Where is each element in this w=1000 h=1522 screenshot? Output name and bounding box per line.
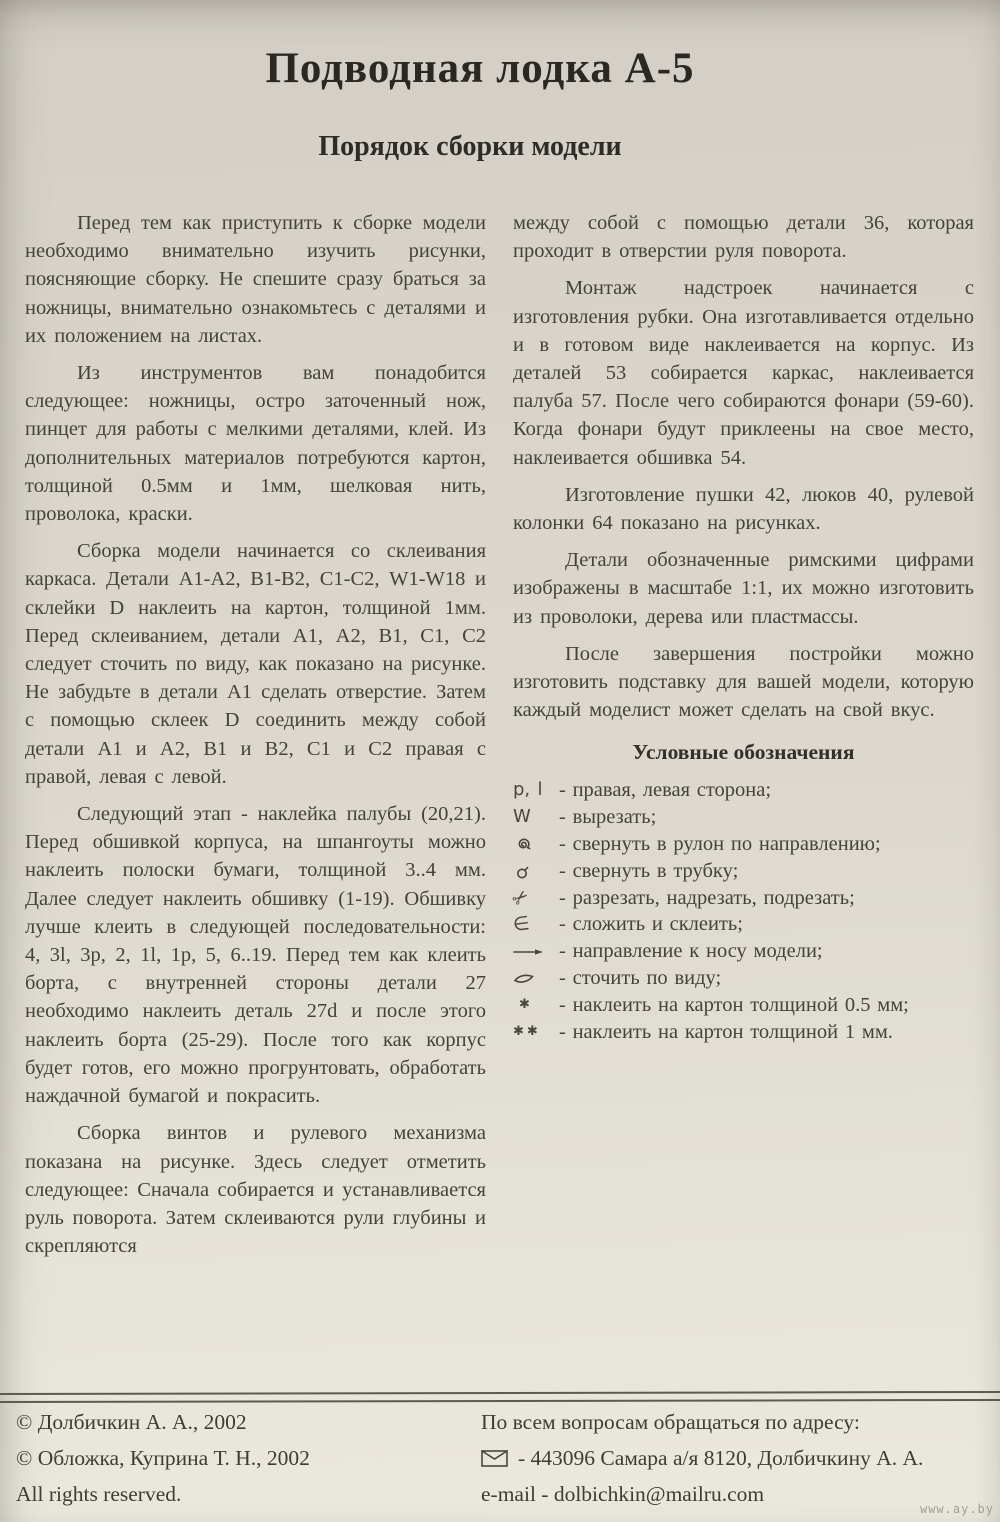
roll-spiral-icon bbox=[513, 831, 559, 858]
paragraph: Из инструментов вам понадобится следующее: ножницы, остро заточенный нож, пинцет для работы с мелкими деталями, клей. Из дополнительных материалов потребуются картон, толщиной 0.5мм и 1мм, шелковая нить, проволока, краски. bbox=[25, 362, 486, 526]
paragraph: Детали обозначенные римскими цифрами изображены в масштабе 1:1, их можно изготовить из проволоки, дерева или пластмассы. bbox=[513, 549, 974, 628]
paragraph: Сборка модели начинается со склеивания каркаса. Детали А1-А2, В1-В2, С1-С2, W1-W18 и склейки D наклеить на картон, толщиной 1мм. Перед склеиванием, детали А1, А2, В1, С1, С2 следует сточить по виду, как показано на рисунке. Не забудьте в детали А1 сделать отверстие. Затем с помощью склеек D соединить между собой детали А1 и А2, В1 и В2, С1 и С2 правая с правой, левая с левой. bbox=[25, 540, 486, 788]
legend-item bbox=[513, 911, 974, 938]
grind-to-shape-icon bbox=[513, 965, 559, 992]
legend-item bbox=[513, 992, 974, 1019]
paragraph: Следующий этап - наклейка палубы (20,21). Перед обшивкой корпуса, на шпангоуты можно наклеить полоски бумаги, толщиной 3..4 мм. Далее следует наклеить обшивку (1-19). Обшивку лучше клеить в следующей последовательности: 4, 3l, 3p, 2, 1l, 1p, 5, 6..19. Перед тем как клеить борта, с внутренней стороны детали 27 необходимо наклеить деталь 27d и после этого наклеить борта (25-29). После того как корпус будет готов, его можно прогрунтовать, обработать наждачной бумагой и покрасить. bbox=[25, 803, 486, 1108]
footer bbox=[0, 1404, 1000, 1512]
left-column bbox=[25, 209, 486, 1269]
legend-label: - направление к носу модели; bbox=[559, 940, 823, 963]
page-subtitle: Порядок сборки модели bbox=[318, 131, 622, 162]
two-column-body bbox=[0, 163, 1000, 1269]
legend-symbol-w: W bbox=[513, 806, 531, 828]
legend-item bbox=[513, 858, 974, 885]
paragraph: Монтаж надстроек начинается с изготовления рубки. Она изготавливается отдельно и в готовом виде наклеивается на корпус. Из деталей 53 собирается каркас, наклеивается палуба 57. После чего собираются фонари (59-60). Когда фонари будут приклеены на свое место, наклеивается обшивка 54. bbox=[513, 277, 974, 469]
paragraph: Изготовление пушки 42, люков 40, рулевой колонки 64 показано на рисунках. bbox=[513, 483, 974, 535]
page-header bbox=[0, 0, 1000, 163]
postal-address: - 443096 Самара а/я 8120, Долбичкину А. А. bbox=[518, 1446, 924, 1470]
paragraph-continuation: между собой с помощью детали 36, которая проходит в отверстии руля поворота. bbox=[513, 212, 974, 263]
legend-label: - сточить по виду; bbox=[559, 967, 722, 990]
legend-item bbox=[513, 965, 974, 992]
legend-item bbox=[513, 1019, 974, 1046]
contact-intro: По всем вопросам обращаться по адресу: bbox=[481, 1410, 860, 1434]
legend-label: - сложить и склеить; bbox=[559, 913, 743, 936]
footer-double-rule bbox=[0, 1391, 1000, 1403]
legend-item bbox=[513, 777, 974, 804]
paragraph: Перед тем как приступить к сборке модели необходимо внимательно изучить рисунки, поясняющие сборку. Не спешите сразу браться за ножницы, внимательно ознакомьтесь с деталями и их положением на листах. bbox=[25, 212, 486, 347]
copyright-block bbox=[0, 1404, 481, 1512]
bow-direction-arrow-icon bbox=[513, 938, 559, 965]
legend-item bbox=[513, 938, 974, 965]
page-title: Подводная лодка А-5 bbox=[265, 45, 695, 92]
watermark: www.ay.by bbox=[919, 1502, 994, 1516]
legend-item bbox=[513, 831, 974, 858]
rights-line: All rights reserved. bbox=[16, 1482, 182, 1506]
legend-label: - разрезать, надрезать, подрезать; bbox=[559, 886, 855, 909]
legend-label: - вырезать; bbox=[559, 806, 657, 829]
legend-label: - свернуть в трубку; bbox=[559, 859, 739, 882]
postal-address-row bbox=[481, 1440, 1000, 1476]
paragraph: Сборка винтов и рулевого механизма показана на рисунке. Здесь следует отметить следующее: Сначала собирается и устанавливается руль поворота. Затем склеиваются рули глубины и скрепляются bbox=[25, 1122, 486, 1258]
legend-label: - наклеить на картон толщиной 0.5 мм; bbox=[559, 993, 909, 1016]
envelope-icon bbox=[481, 1442, 508, 1478]
legend-item bbox=[513, 804, 974, 831]
copyright-line: © Долбичкин А. А., 2002 bbox=[16, 1410, 247, 1434]
copyright-line: © Обложка, Куприна Т. Н., 2002 bbox=[16, 1446, 310, 1470]
legend-label: - правая, левая сторона; bbox=[559, 779, 772, 802]
legend-heading: Условные обозначения bbox=[632, 740, 855, 765]
fold-glue-icon: ∈ bbox=[511, 912, 531, 937]
contact-block bbox=[481, 1404, 1000, 1512]
scissors-icon: ✂ bbox=[507, 884, 534, 912]
legend-label: - наклеить на картон толщиной 1 мм. bbox=[559, 1020, 893, 1043]
legend-item bbox=[507, 884, 974, 912]
paragraph: После завершения постройки можно изготовить подставку для вашей модели, которую каждый моделист может сделать на свой вкус. bbox=[513, 642, 974, 722]
double-asterisk-icon: ✱✱ bbox=[513, 1023, 541, 1039]
legend-label: - свернуть в рулон по направлению; bbox=[559, 833, 881, 856]
legend-symbol-pl: p, l bbox=[513, 779, 543, 801]
asterisk-icon: ✱ bbox=[519, 996, 533, 1012]
right-column bbox=[507, 209, 974, 1269]
roll-tube-icon bbox=[513, 858, 559, 885]
email-line: e-mail - dolbichkin@mailru.com bbox=[481, 1482, 765, 1506]
